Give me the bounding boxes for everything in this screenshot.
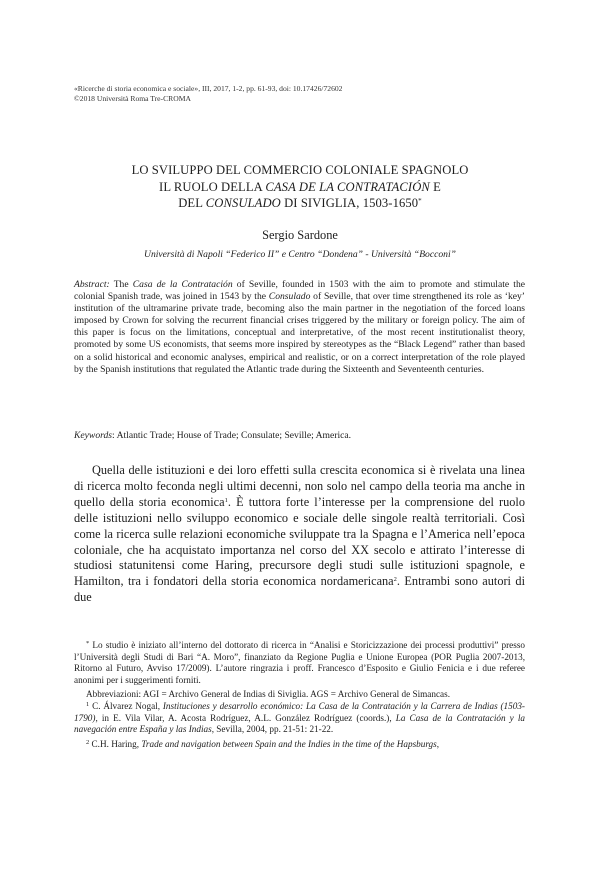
journal-citation-header <box>74 84 534 104</box>
article-title <box>60 162 540 212</box>
citation-line: «Ricerche di storia economica e sociale», III, 2017, 1-2, pp. 61-93, doi: 10.17426/72602 <box>74 84 343 93</box>
keywords: Keywords: Atlantic Trade; House of Trade; Consulate; Seville; America. <box>74 430 352 441</box>
footnote-1: $^1$ C. Álvarez Nogal, Instituciones y desarrollo económico: La Casa de la Contratación y la Carrera de Indias (1503-1790), in E. Vila Vilar, A. Acosta Rodríguez, A.L. González Rodríguez (coords.), La Casa de la Contratación y la navegación entre España y las Indias, Sevilla, 2004, pp. 21-51: 21-22. <box>74 700 525 735</box>
keywords-label: Keywords <box>74 430 113 441</box>
author-name: Sergio Sardone <box>262 228 338 242</box>
footnote-abbreviations: Abbreviazioni: AGI = Archivo General de Indias di Siviglia. AGS = Archivo General de Simancas. <box>86 689 450 700</box>
title-line-2: IL RUOLO DELLA CASA DE LA CONTRATACIÓN E <box>159 179 441 194</box>
title-footnote-marker: * <box>418 197 422 205</box>
title-line-1: LO SVILUPPO DEL COMMERCIO COLONIALE SPAGNOLO <box>131 163 469 177</box>
abstract-label: Abstract: <box>74 279 110 290</box>
footnote-ref-2[interactable]: 2 <box>393 576 397 584</box>
body-paragraph: Quella delle istituzioni e dei loro effetti sulla crescita economica si è rivelata una linea di ricerca molto feconda negli ultimi decenni, non solo nel campo della teoria ma anche in quello della storia economica$^1$. È tuttora forte l’interesse per la comprensione del ruolo delle istituzioni nello sviluppo economico e sociale delle singole realtà territoriali. Così come la ricerca sulle relazioni economiche sviluppate tra la Spagna e l’America nell’epoca coloniale, che ha acquistato importanza nel corso del XX secolo e attirato l’interesse di studiosi statunitensi come Haring, precursore degli studi sulle istituzioni spagnole, e Hamilton, tra i fondatori della storia economica nordamericana$^2$. Entrambi sono autori di due <box>74 463 525 605</box>
footnote-ref-1[interactable]: 1 <box>224 496 228 504</box>
footnote-star: * Lo studio è iniziato all’interno del dottorato di ricerca in “Analisi e Storicizzazione dei processi produttivi” presso l’Università degli Studi di Bari “A. Moro”, finanziato da Regione Puglia e Unione Europea (POR Puglia 2007-2013, Ritorno al Futuro, Avviso 17/2009). L’autore ringrazia i proff. Francesco d’Esposito e Giulio Fenicia e i due referee anonimi per i suggerimenti forniti. <box>74 640 525 685</box>
footnotes <box>74 640 525 753</box>
footnote-2: $^2$ C.H. Haring, Trade and navigation between Spain and the Indies in the time of the Hapsburgs, <box>86 738 440 749</box>
author-affiliation: Università di Napoli “Federico II” e Centro “Dondena” - Università “Bocconi” <box>144 249 456 260</box>
copyright-line: ©2018 Università Roma Tre-CROMA <box>74 94 191 103</box>
title-line-3: DEL CONSULADO DI SIVIGLIA, 1503-1650* <box>178 196 422 210</box>
abstract: Abstract: The Casa de la Contratación of Seville, founded in 1503 with the aim to promote and stimulate the colonial Spanish trade, was joined in 1543 by the Consulado of Seville, that over time strengthened its role as ‘key’ institution of the ultramarine private trade, becoming also the main partner in the negotiation of the forced loans imposed by Crown for solving the recurrent financial crises triggered by the military or foreign policy. The aim of this paper is focus on the limitations, conceptual and interpretative, of the most recent institutionalist theory, promoted by some US economists, that seems more inspired by stereotypes as the “Black Legend” rather than based on a solid historical and economic analyses, empirical and realistic, or on a correct interpretation of the role played by the Spanish institutions that regulated the Atlantic trade during the Sixteenth and Seventeenth centuries. <box>74 279 525 375</box>
